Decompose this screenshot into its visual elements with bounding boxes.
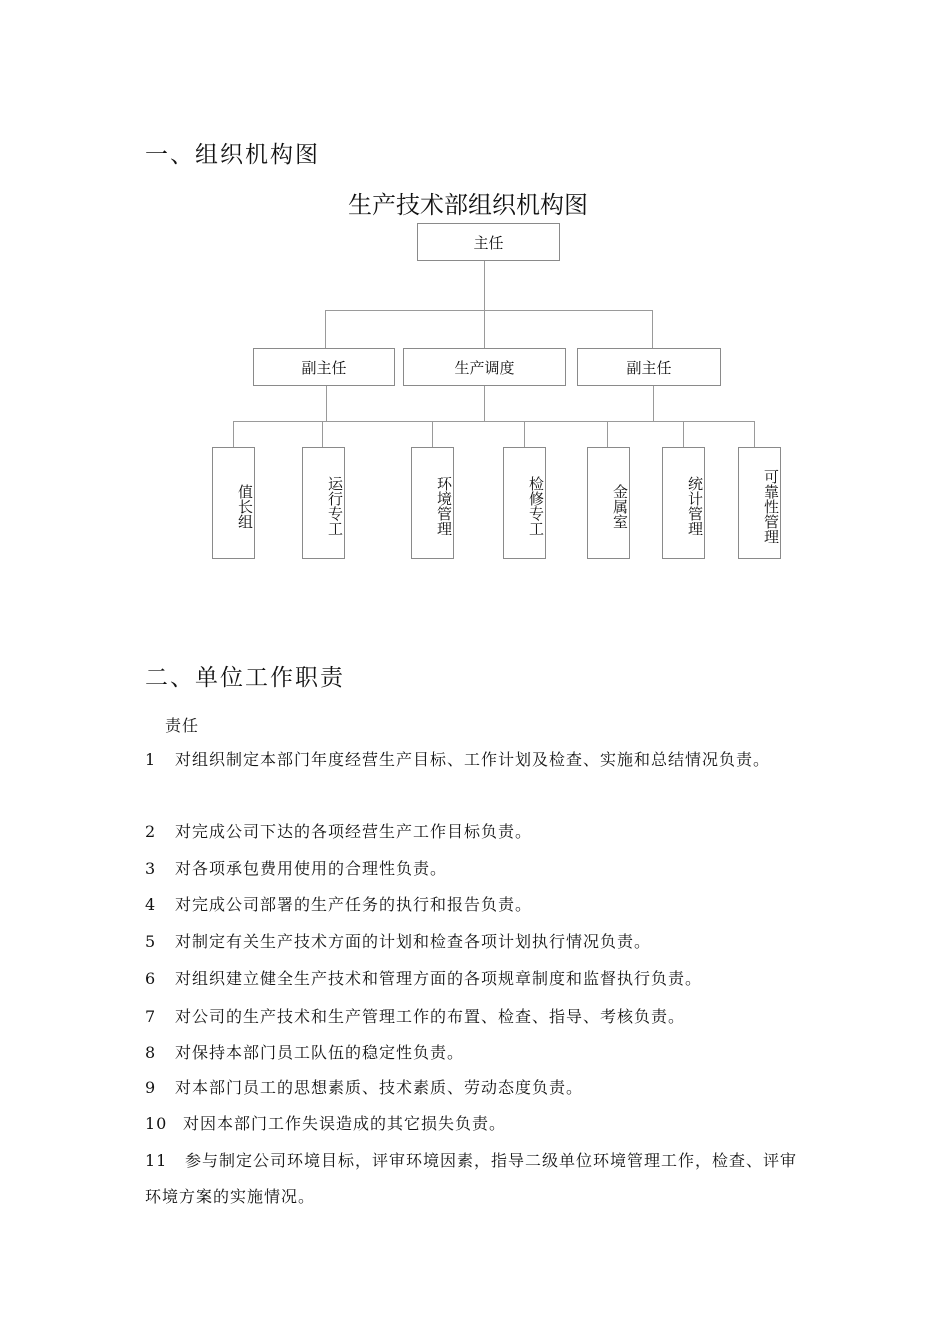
duty-number: 9 (145, 1078, 157, 1097)
duty-text: 对完成公司部署的生产任务的执行和报告负责。 (175, 895, 533, 914)
connector-line (524, 421, 525, 448)
connector-line (607, 421, 608, 448)
org-node-label: 检修专工 (527, 476, 545, 536)
duty-item (145, 1106, 810, 1142)
org-node-environment-management (411, 447, 454, 559)
duty-text: 参与制定公司环境目标，评审环境因素，指导二级单位环境管理工作，检查、评审环境方案的实施情况。 (145, 1151, 798, 1206)
duty-item (145, 851, 810, 887)
org-node-operations-engineer (302, 447, 345, 559)
duty-item (145, 887, 810, 923)
duty-item (145, 924, 810, 960)
org-chart-title: 生产技术部组织机构图 (348, 191, 588, 219)
duty-number: 11 (145, 1151, 168, 1170)
org-node-label: 可靠性管理 (762, 468, 780, 544)
duty-number: 4 (145, 895, 157, 914)
org-node-metal-lab (587, 447, 630, 559)
duty-text: 对完成公司下达的各项经营生产工作目标负责。 (175, 822, 533, 841)
org-node-label: 统计管理 (686, 476, 704, 536)
connector-line (754, 421, 755, 448)
connector-line (432, 421, 433, 448)
connector-line (325, 310, 326, 348)
connector-line (326, 385, 327, 421)
duty-item (145, 742, 810, 778)
org-node-production-dispatch: 生产调度 (403, 348, 566, 386)
duty-number: 1 (145, 750, 157, 769)
duty-number: 7 (145, 1007, 157, 1026)
connector-line (233, 421, 234, 448)
connector-line (484, 260, 485, 310)
org-node-label: 运行专工 (326, 476, 344, 536)
org-node-deputy-director-left: 副主任 (253, 348, 395, 386)
duty-number: 8 (145, 1043, 157, 1062)
duty-item (145, 961, 810, 997)
org-node-label: 环境管理 (435, 476, 453, 536)
duty-text: 对组织制定本部门年度经营生产目标、工作计划及检查、实施和总结情况负责。 (175, 750, 771, 769)
duty-text: 对本部门员工的思想素质、技术素质、劳动态度负责。 (175, 1078, 584, 1097)
org-node-director: 主任 (417, 223, 560, 261)
connector-line (325, 310, 653, 311)
org-node-shift-leader-group (212, 447, 255, 559)
connector-line (484, 385, 485, 421)
connector-line (653, 385, 654, 421)
duty-text: 对保持本部门员工队伍的稳定性负责。 (175, 1043, 465, 1062)
org-node-maintenance-engineer (503, 447, 546, 559)
duty-number: 5 (145, 932, 157, 951)
duty-text: 对因本部门工作失误造成的其它损失负责。 (183, 1114, 507, 1133)
section-heading-duties: 二、单位工作职责 (145, 665, 345, 691)
duty-text: 对公司的生产技术和生产管理工作的布置、检查、指导、考核负责。 (175, 1007, 686, 1026)
duties-subheading: 责任 (165, 716, 200, 735)
duty-item (145, 1070, 810, 1106)
duty-text: 对组织建立健全生产技术和管理方面的各项规章制度和监督执行负责。 (175, 969, 703, 988)
duty-number: 2 (145, 822, 157, 841)
org-node-reliability-management (738, 447, 781, 559)
duty-text: 对各项承包费用使用的合理性负责。 (175, 859, 448, 878)
duty-item (145, 1143, 810, 1215)
connector-line (683, 421, 684, 448)
org-node-statistics-management (662, 447, 705, 559)
duty-number: 6 (145, 969, 157, 988)
section-heading-org-chart: 一、组织机构图 (145, 142, 320, 168)
duty-text: 对制定有关生产技术方面的计划和检查各项计划执行情况负责。 (175, 932, 652, 951)
connector-line (652, 310, 653, 348)
duty-item (145, 999, 810, 1035)
org-node-label: 金属室 (611, 483, 629, 529)
duty-number: 10 (145, 1114, 168, 1133)
org-node-label: 值长组 (236, 483, 254, 529)
duty-item (145, 1035, 810, 1071)
duty-number: 3 (145, 859, 157, 878)
org-node-deputy-director-right: 副主任 (577, 348, 721, 386)
connector-line (484, 310, 485, 348)
connector-line (322, 421, 323, 448)
duty-item (145, 814, 810, 850)
connector-line (233, 421, 755, 422)
